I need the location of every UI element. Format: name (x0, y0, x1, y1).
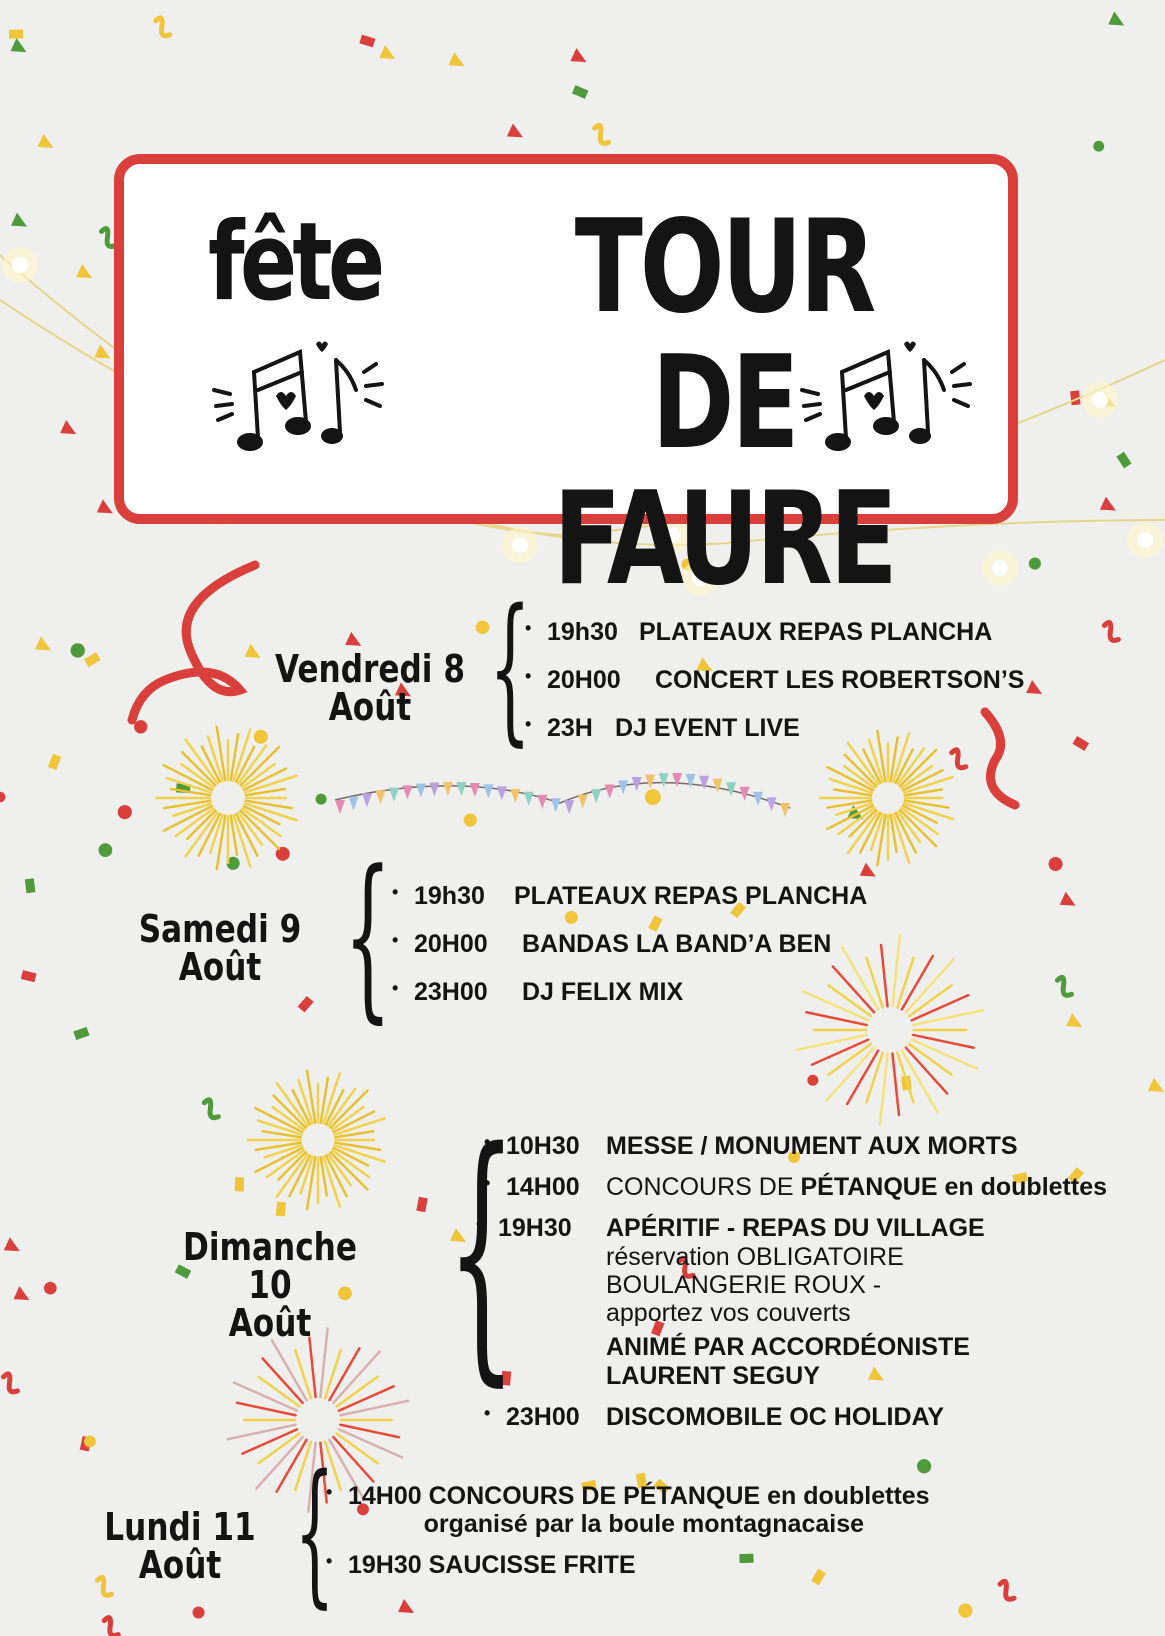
bunting-flag (362, 793, 372, 807)
light-bulb (992, 560, 1008, 576)
list-item: • 23H00 DISCOMOBILE OC HOLIDAY (484, 1403, 1107, 1432)
confetti-dot (71, 643, 85, 657)
day-friday (272, 647, 469, 729)
confetti-dot (1093, 141, 1104, 152)
confetti-dot (118, 805, 132, 819)
day-saturday-month: Août (178, 945, 262, 989)
confetti-streamer (1057, 977, 1071, 995)
confetti-dot (254, 730, 268, 744)
music-notes-icon-right (798, 332, 978, 462)
confetti-streamer (156, 18, 170, 36)
firework-ray (892, 936, 899, 1007)
confetti-piece (572, 85, 588, 99)
music-notes-icon-left (210, 332, 390, 462)
confetti-dot (193, 1606, 205, 1618)
bunting-flag (524, 792, 534, 806)
bunting-flag (618, 780, 628, 794)
confetti-triangle (860, 863, 876, 877)
list-item: • 10H30 MESSE / MONUMENT AUX MORTS (484, 1132, 1107, 1161)
list-item: • 20H00 CONCERT LES ROBERTSON’S (525, 666, 1024, 714)
bunting-flag (510, 789, 520, 803)
day-friday-name: Vendredi 8 (274, 647, 466, 691)
confetti-triangle (94, 344, 110, 358)
bunting-flag (645, 775, 655, 789)
bunting-flag (605, 784, 615, 798)
title-prefix: fête (208, 200, 381, 325)
day-monday (90, 1505, 270, 1587)
firework-ray (892, 1054, 898, 1115)
confetti-triangle (507, 123, 523, 137)
bunting-flag (578, 795, 588, 809)
confetti-triangle (35, 636, 51, 650)
list-item: • 19H30 APÉRITIF - REPAS DU VILLAGE réservation OBLIGATOIRE BOULANGERIE ROUX - apportez vos couverts ANIMÉ PAR ACCORDÉONISTE LAURENT SEGUY (476, 1214, 1107, 1391)
list-item: • 19h30 PLATEAUX REPAS PLANCHA (525, 618, 1024, 666)
brace-sunday: { (446, 1095, 517, 1410)
title-line-2: FAURE (553, 465, 895, 614)
firework-ray (867, 958, 883, 1008)
firework-ray (340, 1401, 407, 1415)
confetti-triangle (379, 45, 395, 59)
day-monday-name: Lundi 11 (104, 1505, 256, 1549)
bunting-flag (767, 797, 777, 811)
light-bulb (1092, 392, 1108, 408)
confetti-dot (99, 843, 113, 857)
bunting-flag (780, 803, 790, 817)
confetti-dot (316, 794, 327, 805)
confetti-dot (134, 720, 147, 733)
list-item: • 19h30 PLATEAUX REPAS PLANCHA (392, 882, 867, 930)
confetti-piece (1072, 736, 1089, 751)
monday-schedule (326, 1482, 930, 1580)
confetti-piece (298, 996, 314, 1012)
bunting-flag (591, 789, 601, 803)
confetti-triangle (1108, 11, 1124, 25)
confetti-piece (9, 29, 23, 38)
bunting-flag (389, 788, 399, 802)
bunting-flag (416, 784, 426, 798)
bunting-flag (470, 783, 480, 797)
firework-ray (880, 1054, 887, 1125)
bunting-flag (456, 782, 466, 796)
firework-ray (309, 1338, 315, 1397)
confetti-triangle (13, 1286, 29, 1300)
day-sunday-month: Août (228, 1301, 312, 1345)
day-sunday (163, 1225, 376, 1345)
bunting-flag (497, 786, 507, 800)
confetti-streamer (1104, 623, 1118, 641)
confetti-triangle (38, 134, 54, 148)
brace-saturday: { (343, 833, 392, 1040)
confetti-piece (359, 35, 375, 48)
confetti-dot (645, 789, 661, 805)
bunting-flag (375, 790, 385, 804)
title-frame (114, 154, 1018, 614)
confetti-triangle (570, 48, 586, 62)
confetti-piece (276, 1202, 286, 1217)
firework-ray (881, 945, 887, 1006)
brace-friday: { (489, 574, 531, 761)
confetti-triangle (398, 1599, 414, 1613)
day-monday-month: Août (138, 1543, 222, 1587)
confetti-triangle (60, 420, 76, 434)
bunting-flag (483, 784, 493, 798)
bunting-flag (537, 795, 547, 809)
bunting-flag (686, 774, 696, 788)
bunting-flag (443, 782, 453, 796)
light-bulb (12, 257, 28, 273)
firework-ray (325, 1350, 341, 1398)
confetti-piece (48, 754, 61, 770)
confetti-triangle (4, 1237, 20, 1251)
confetti-dot (1049, 857, 1063, 871)
confetti-triangle (97, 499, 113, 513)
confetti-triangle (1026, 680, 1042, 694)
firework-ray (897, 958, 913, 1008)
confetti-triangle (345, 632, 361, 646)
friday-schedule (525, 618, 1024, 762)
title-line-1: TOUR DE (574, 193, 874, 478)
firework-ray (295, 1350, 311, 1398)
day-saturday (130, 907, 310, 989)
confetti-piece (235, 1177, 244, 1191)
confetti-dot (84, 1436, 96, 1448)
firework-ray (897, 1053, 913, 1103)
confetti-piece (73, 1027, 89, 1040)
bunting-flag (659, 773, 669, 787)
confetti-triangle (245, 644, 261, 658)
confetti-triangle (76, 264, 92, 278)
bunting-flag (699, 776, 709, 790)
confetti-streamer (3, 1374, 17, 1392)
confetti-triangle (1148, 1078, 1164, 1092)
confetti-streamer (104, 1618, 118, 1636)
confetti-dot (476, 621, 489, 634)
confetti-streamer (595, 125, 609, 143)
list-item: • 20H00 BANDAS LA BAND’A BEN (392, 930, 867, 978)
day-saturday-name: Samedi 9 (138, 907, 302, 951)
confetti-triangle (1100, 497, 1116, 511)
bunting-flag (335, 800, 345, 814)
list-item: • 23H DJ EVENT LIVE (525, 714, 1024, 762)
confetti-dot (0, 792, 5, 803)
brace-monday: { (294, 1442, 335, 1624)
confetti-dot (917, 1459, 931, 1473)
list-item: • 19H30 SAUCISSE FRITE (326, 1551, 930, 1580)
sunday-schedule (484, 1132, 1107, 1444)
confetti-triangle (1060, 892, 1076, 906)
bunting-flag (564, 800, 574, 814)
bunting-flag (551, 798, 561, 812)
firework-ray (867, 1053, 883, 1103)
bunting-flag (402, 785, 412, 799)
day-friday-month: Août (328, 685, 412, 729)
confetti-streamer (1000, 1581, 1014, 1599)
list-item: • 14H00 CONCOURS DE PÉTANQUE en doublettes (484, 1173, 1107, 1202)
firework-ray (237, 1403, 295, 1415)
confetti-streamer (204, 1100, 218, 1118)
confetti-piece (84, 652, 101, 667)
firework-ray (217, 816, 225, 869)
bunting-flag (348, 797, 358, 811)
confetti-piece (21, 970, 37, 982)
confetti-dot (464, 814, 477, 827)
confetti-dot (44, 1282, 57, 1295)
saturday-schedule (392, 882, 867, 1026)
confetti-piece (25, 878, 36, 893)
bunting-flag (740, 787, 750, 801)
firework-ray (913, 1010, 983, 1025)
firework-ray (217, 727, 225, 780)
bunting-flag (713, 779, 723, 793)
firework-ray (797, 1035, 867, 1050)
confetti-triangle (11, 38, 27, 52)
confetti-triangle (1066, 1013, 1082, 1027)
confetti-dot (1029, 558, 1041, 570)
firework-ray (228, 1425, 295, 1439)
bunting-flag (429, 783, 439, 797)
bunting-flag (672, 773, 682, 787)
day-sunday-name: Dimanche 10 (182, 1225, 358, 1307)
firework-ray (913, 1035, 973, 1048)
firework-ray (340, 1425, 398, 1437)
light-bulb (1137, 532, 1153, 548)
confetti-dot (958, 1603, 972, 1617)
list-item: • 23H00 DJ FELIX MIX (392, 978, 867, 1026)
confetti-triangle (11, 213, 27, 227)
list-item: • 14H00 CONCOURS DE PÉTANQUE en doublettes organisé par la boule montagnacaise (326, 1482, 930, 1537)
confetti-triangle (448, 52, 464, 66)
ribbon-decoration (132, 565, 255, 720)
confetti-dot (807, 1075, 818, 1086)
confetti-piece (1116, 452, 1131, 469)
confetti-piece (416, 1197, 428, 1212)
